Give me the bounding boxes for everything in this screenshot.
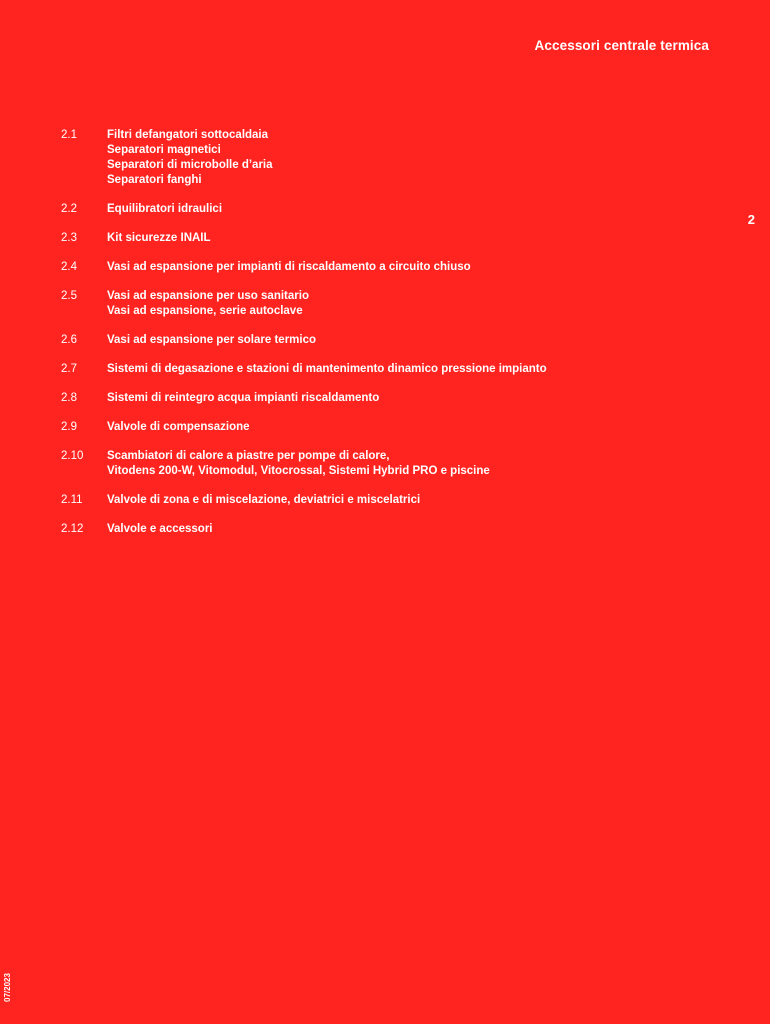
toc-section-title: Separatori magnetici	[107, 144, 221, 156]
toc-section-title: Valvole e accessori	[107, 523, 213, 535]
toc-entry[interactable]	[61, 289, 701, 319]
toc-section-number: 2.4	[61, 261, 77, 273]
toc-section-title: Equilibratori idraulici	[107, 203, 223, 215]
toc-section-title: Vitodens 200-W, Vitomodul, Vitocrossal, Sistemi Hybrid PRO e piscine	[107, 465, 490, 477]
toc-section-number: 2.7	[61, 363, 77, 375]
toc-section-title: Separatori fanghi	[107, 174, 202, 186]
toc-section-titles	[107, 333, 701, 348]
toc-section-title: Filtri defangatori sottocaldaia	[107, 129, 269, 141]
toc-section-title: Vasi ad espansione per solare termico	[107, 334, 317, 346]
toc-section-number: 2.1	[61, 129, 77, 141]
toc-section-titles	[107, 231, 701, 246]
toc-section-title: Vasi ad espansione per impianti di riscaldamento a circuito chiuso	[107, 261, 471, 273]
toc-section-number: 2.10	[61, 450, 84, 462]
toc-section-title: Scambiatori di calore a piastre per pompe di calore,	[107, 450, 390, 462]
toc-section-number: 2.8	[61, 392, 77, 404]
toc-section-title: Kit sicurezze INAIL	[107, 232, 211, 244]
toc-section-number: 2.6	[61, 334, 77, 346]
toc-section-titles	[107, 493, 701, 508]
toc-section-title: Valvole di zona e di miscelazione, deviatrici e miscelatrici	[107, 494, 421, 506]
toc-section-number: 2.9	[61, 421, 77, 433]
toc-section-titles	[107, 202, 701, 217]
toc-section-titles	[107, 449, 701, 479]
toc-section-number: 2.3	[61, 232, 77, 244]
edition-date: 07/2023	[3, 973, 12, 1002]
toc-section-titles	[107, 362, 701, 377]
toc-entry[interactable]	[61, 420, 701, 435]
toc-section-titles	[107, 420, 701, 435]
toc-section-number: 2.12	[61, 523, 84, 535]
toc-entry[interactable]	[61, 391, 701, 406]
toc-entry[interactable]	[61, 333, 701, 348]
toc-entry[interactable]	[61, 362, 701, 377]
toc-section-number: 2.11	[61, 494, 83, 506]
toc-section-titles	[107, 128, 701, 188]
page-title: Accessori centrale termica	[534, 38, 709, 53]
toc-section-title: Vasi ad espansione per uso sanitario	[107, 290, 309, 302]
chapter-number: 2	[747, 212, 755, 227]
toc-entry[interactable]	[61, 202, 701, 217]
toc-section-number: 2.5	[61, 290, 77, 302]
toc-section-title: Valvole di compensazione	[107, 421, 250, 433]
toc-section-title: Sistemi di degasazione e stazioni di mantenimento dinamico pressione impianto	[107, 363, 547, 375]
toc-section-titles	[107, 522, 701, 537]
toc-section-number: 2.2	[61, 203, 77, 215]
toc-entry[interactable]	[61, 449, 701, 479]
toc-section-titles	[107, 289, 701, 319]
toc-section-title: Separatori di microbolle d’aria	[107, 159, 273, 171]
toc-section-titles	[107, 260, 701, 275]
table-of-contents	[61, 128, 701, 551]
toc-entry[interactable]	[61, 231, 701, 246]
toc-entry[interactable]	[61, 493, 701, 508]
toc-entry[interactable]	[61, 522, 701, 537]
toc-section-titles	[107, 391, 701, 406]
toc-entry[interactable]	[61, 128, 701, 188]
toc-entry[interactable]	[61, 260, 701, 275]
toc-section-title: Sistemi di reintegro acqua impianti riscaldamento	[107, 392, 380, 404]
toc-section-title: Vasi ad espansione, serie autoclave	[107, 305, 303, 317]
